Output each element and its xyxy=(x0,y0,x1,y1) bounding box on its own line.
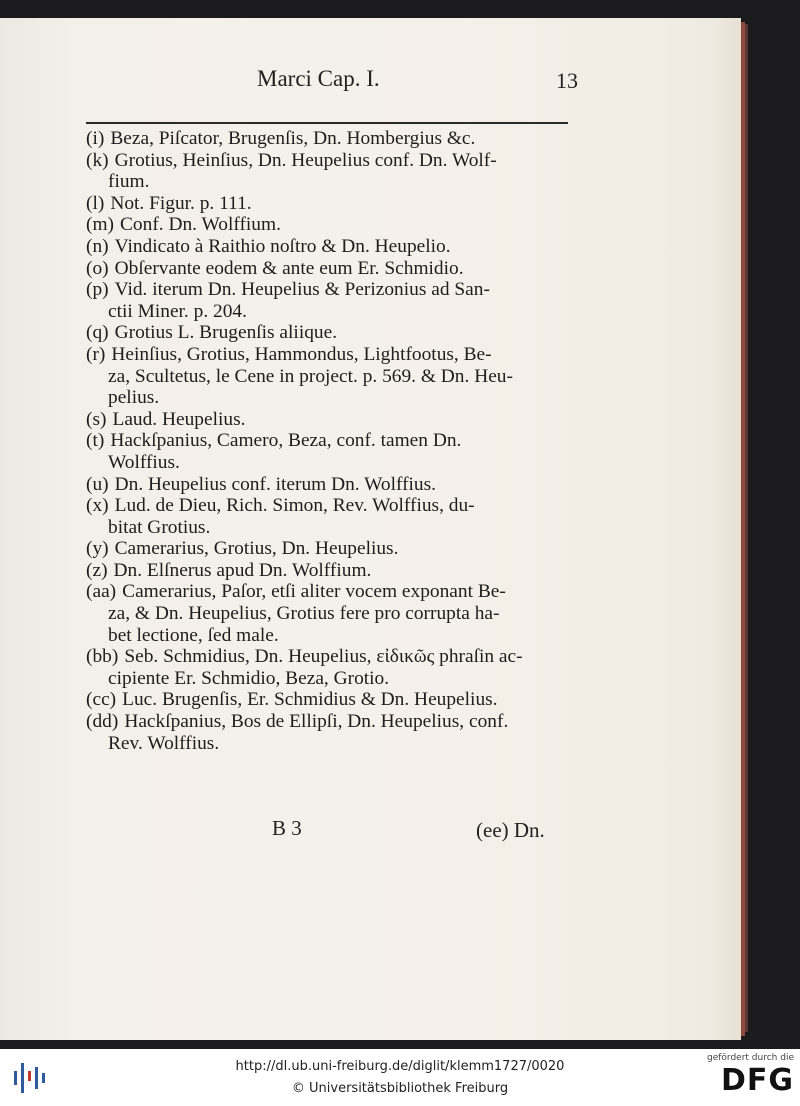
footnote-line: cipiente Er. Schmidio, Beza, Grotio. xyxy=(108,667,390,689)
footnote-line: Vid. iterum Dn. Heupelius & Perizonius ad San- xyxy=(114,279,490,301)
footnote xyxy=(86,128,570,150)
footnote xyxy=(86,474,570,496)
footnote-line: pelius. xyxy=(108,387,160,409)
page-footer-line xyxy=(0,812,741,842)
footnote-line: Camerarius, Paſor, etſi aliter vocem exponant Be- xyxy=(122,581,506,603)
footnote xyxy=(86,646,570,689)
footnote-line: bitat Grotius. xyxy=(108,516,211,538)
footnote xyxy=(86,581,570,646)
footnote-mark: (o) xyxy=(86,257,109,279)
footnote xyxy=(86,193,570,215)
footnote-line: bet lectione, ſed male. xyxy=(108,624,279,646)
dfg-logo[interactable]: DFG xyxy=(720,1063,794,1098)
footnote-mark: (t) xyxy=(86,430,105,452)
footnote-line: za, & Dn. Heupelius, Grotius fere pro corrupta ha- xyxy=(108,603,500,625)
footnote-mark: (m) xyxy=(86,214,114,236)
footnote-mark: (r) xyxy=(86,343,106,365)
footnote xyxy=(86,322,570,344)
footnote-line: Conf. Dn. Wolffium. xyxy=(120,214,281,236)
footnote-mark: (k) xyxy=(86,149,109,171)
catchword: (ee) Dn. xyxy=(476,818,545,842)
footnote-line: Beza, Piſcator, Brugenſis, Dn. Hombergius &c. xyxy=(110,128,476,149)
footnote-mark: (i) xyxy=(86,128,105,149)
page-title: Marci Cap. I. xyxy=(257,66,380,91)
footnote xyxy=(86,236,570,258)
footnote-line: Camerarius, Grotius, Dn. Heupelius. xyxy=(114,538,399,560)
funding-label: gefördert durch die xyxy=(707,1053,794,1063)
footnote-line: Dn. Elſnerus apud Dn. Wolffium. xyxy=(113,559,372,581)
copyright-notice: © Universitätsbibliothek Freiburg xyxy=(291,1081,509,1096)
footnote-line: Heinſius, Grotius, Hammondus, Lightfootus, Be- xyxy=(111,343,492,365)
footnote xyxy=(86,150,570,193)
footnote xyxy=(86,258,570,280)
page-edge-shadow xyxy=(745,24,748,1032)
head-rule xyxy=(86,122,568,124)
footnote-mark: (n) xyxy=(86,235,109,257)
permalink-url[interactable]: http://dl.ub.uni-freiburg.de/diglit/klemm1727/0020 xyxy=(235,1059,565,1074)
running-head xyxy=(0,62,741,102)
footnote-line: Hackſpanius, Bos de Ellipſi, Dn. Heupelius, conf. xyxy=(124,711,509,733)
footnote-mark: (dd) xyxy=(86,711,119,733)
footnote-line: za, Scultetus, le Cene in project. p. 569. & Dn. Heu- xyxy=(108,365,513,387)
footnote-line: Not. Figur. p. 111. xyxy=(110,192,252,214)
footnote-line: Rev. Wolffius. xyxy=(108,732,220,754)
footnote-mark: (p) xyxy=(86,279,109,301)
footnote-mark: (u) xyxy=(86,473,109,495)
footnote-line: Lud. de Dieu, Rich. Simon, Rev. Wolffius, du- xyxy=(114,495,475,517)
page-number: 13 xyxy=(556,68,578,93)
footnote xyxy=(86,344,570,409)
footnote xyxy=(86,279,570,322)
footnote-list xyxy=(86,128,570,754)
footnote-line: Luc. Brugenſis, Er. Schmidius & Dn. Heupelius. xyxy=(122,689,498,711)
footnote xyxy=(86,689,570,711)
footnote-mark: (q) xyxy=(86,322,109,344)
footnote-line: fium. xyxy=(108,171,150,193)
footnote-mark: (l) xyxy=(86,192,105,214)
footnote-mark: (s) xyxy=(86,408,107,430)
footnote-line: ctii Miner. p. 204. xyxy=(108,300,247,322)
footnote-line: Seb. Schmidius, Dn. Heupelius, εἰδικῶς phraſin ac- xyxy=(124,646,523,668)
footnote-mark: (bb) xyxy=(86,646,119,668)
footnote-line: Dn. Heupelius conf. iterum Dn. Wolffius. xyxy=(114,473,437,495)
viewer-footer xyxy=(0,1049,800,1106)
footnote xyxy=(86,560,570,582)
footnote-line: Hackſpanius, Camero, Beza, conf. tamen Dn. xyxy=(110,430,462,452)
footnote-line: Grotius L. Brugenſis aliique. xyxy=(114,322,338,344)
footnote-mark: (z) xyxy=(86,559,108,581)
signature-mark: B 3 xyxy=(272,816,302,840)
footnote xyxy=(86,409,570,431)
footnote xyxy=(86,711,570,754)
footnote-mark: (x) xyxy=(86,495,109,517)
footnote xyxy=(86,430,570,473)
footnote-line: Grotius, Heinſius, Dn. Heupelius conf. Dn. Wolf- xyxy=(114,149,497,171)
footnote xyxy=(86,538,570,560)
footnote xyxy=(86,214,570,236)
footnote-mark: (y) xyxy=(86,538,109,560)
footnote-mark: (aa) xyxy=(86,581,117,603)
footnote-line: Laud. Heupelius. xyxy=(112,408,246,430)
footnote-line: Wolffius. xyxy=(108,451,180,473)
footnote-line: Vindicato à Raithio noſtro & Dn. Heupelio. xyxy=(114,235,451,257)
footnote-line: Obſervante eodem & ante eum Er. Schmidio. xyxy=(114,257,464,279)
footnote-mark: (cc) xyxy=(86,689,117,711)
footnote xyxy=(86,495,570,538)
